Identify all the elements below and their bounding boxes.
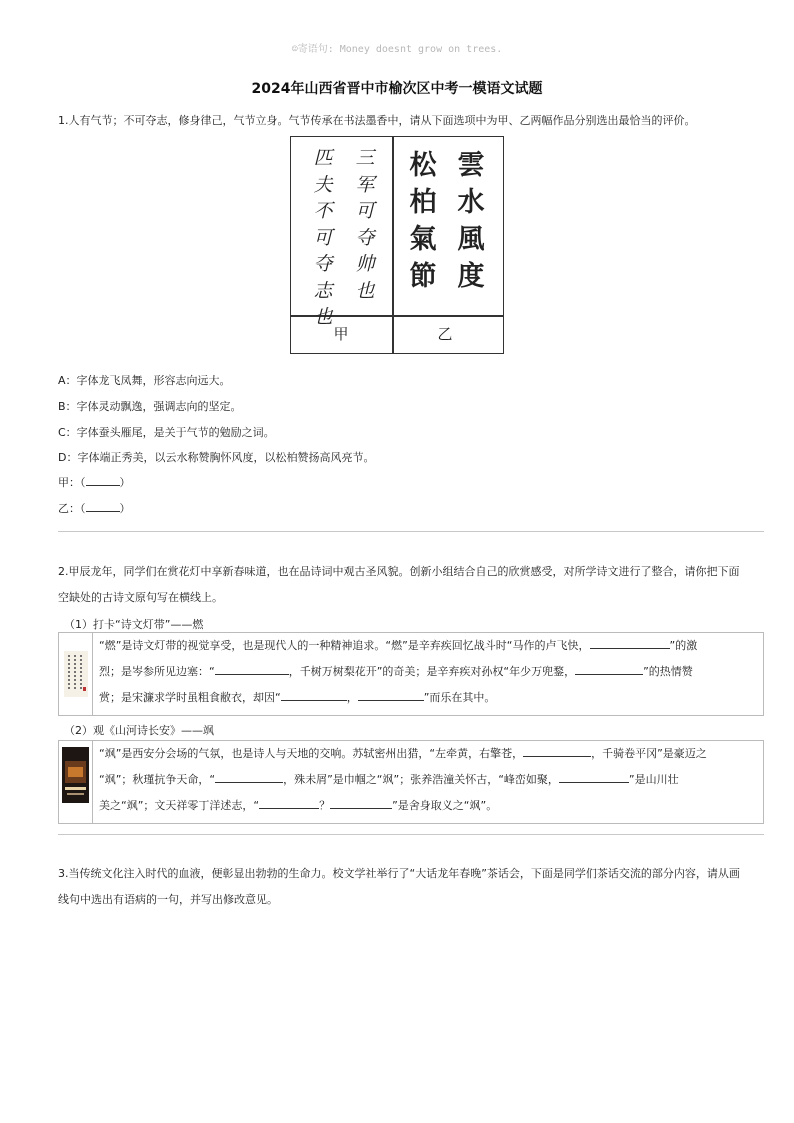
part-2-text-seg: “飒”是西安分会场的气氛，也是诗人与天地的交响。苏轼密州出猎，“左牵黄，右擎苍， <box>99 747 524 760</box>
part-2-card <box>58 740 764 824</box>
watermark: ☺寄语句: Money doesnt grow on trees. <box>291 44 503 55</box>
question-3-stem: 3.当传统文化注入时代的血液，便彰显出勃勃的生命力。校文学社举行了“大话龙年春晚”茶话会，下面是同学们茶话交流的部分内容，请从画线句中选出有语病的一句，并写出修改意见。 <box>58 867 740 906</box>
part-1-card <box>58 632 764 716</box>
caption-jia: 甲 <box>333 325 349 343</box>
blank-2-1[interactable] <box>523 756 591 757</box>
answer-jia-label: 甲：（ <box>58 476 86 489</box>
part-1-thumbnail <box>59 633 93 715</box>
blank-1-1[interactable] <box>590 648 670 649</box>
caption-yi: 乙 <box>437 325 453 343</box>
answer-yi-blank[interactable] <box>86 511 120 512</box>
part-2-text-seg: ，千骑卷平冈”是豪迈之 <box>591 747 707 760</box>
answer-jia-blank[interactable] <box>86 485 120 486</box>
part-2-thumbnail <box>59 741 93 823</box>
option-d: D：字体端正秀美，以云水称赞胸怀风度，以松柏赞扬高风亮节。 <box>58 451 375 464</box>
blank-1-5[interactable] <box>358 700 424 701</box>
part-1-text-seg: ， <box>346 691 358 704</box>
calligraphy-yi-column-1: 雲 水 風 度 <box>457 150 485 292</box>
part-2-text <box>99 741 757 819</box>
blank-1-4[interactable] <box>281 700 347 701</box>
calligraphy-jia-column-2: 匹 夫 不 可 夺 志 也 <box>313 147 333 328</box>
part-2-heading: （2）观《山河诗长安》——飒 <box>64 724 214 737</box>
answer-yi <box>58 500 131 516</box>
part-2-text-seg: ，殊未屑”是巾帼之“飒”；张养浩潼关怀古，“峰峦如聚， <box>283 773 559 786</box>
answer-jia-close: ） <box>119 476 131 489</box>
option-a: A：字体龙飞凤舞，形容志向远大。 <box>58 374 231 387</box>
calligraphy-figure <box>290 136 504 354</box>
option-b: B：字体灵动飘逸，强调志向的坚定。 <box>58 400 242 413</box>
calligraphy-yi-column-2: 松 柏 氣 節 <box>409 150 437 292</box>
question-2-stem: 2.甲辰龙年，同学们在赏花灯中享新春味道，也在品诗词中观古圣风貌。创新小组结合自己的欣赏感受，对所学诗文进行了整合，请你把下面空缺处的古诗文原句写在横线上。 <box>58 565 740 604</box>
part-1-text-seg: ，千树万树梨花开”的奇美；是辛弃疾对孙权“年少万兜鍪， <box>288 665 576 678</box>
part-2-text-seg: ”是舍身取义之“飒”。 <box>392 799 498 812</box>
part-1-text-seg: 赏；是宋濂求学时虽粗食敝衣，却因“ <box>99 691 281 704</box>
part-2-text-seg: ？ <box>319 799 331 812</box>
blank-2-4[interactable] <box>259 808 319 809</box>
question-1-stem: 1.人有气节；不可夺志，修身律己，气节立身。气节传承在书法墨香中，请从下面选项中为甲、乙两幅作品分别选出最恰当的评价。 <box>58 114 696 127</box>
poster-image-icon <box>59 741 92 825</box>
answer-yi-close: ） <box>119 502 131 515</box>
blank-1-2[interactable] <box>215 674 289 675</box>
part-1-text-seg: ”而乐在其中。 <box>423 691 496 704</box>
part-1-text-seg: ”的激 <box>669 639 698 652</box>
option-c: C：字体蚕头雁尾，是关于气节的勉励之词。 <box>58 426 275 439</box>
part-1-text-seg: ”的热情赞 <box>643 665 693 678</box>
blank-2-3[interactable] <box>559 782 629 783</box>
calligraphy-jia-column-1: 三 军 可 夺 帅 也 <box>355 147 375 302</box>
figure-divider-vertical <box>392 137 394 353</box>
part-1-heading: （1）打卡“诗文灯带”——燃 <box>64 618 204 631</box>
blank-2-5[interactable] <box>330 808 392 809</box>
page-title: 2024年山西省晋中市榆次区中考一模语文试题 <box>251 81 543 97</box>
part-2-text-seg: ”是山川壮 <box>628 773 679 786</box>
part-2-text-seg: “飒”；秋瑾抗争天命，“ <box>99 773 216 786</box>
part-1-text <box>99 633 757 711</box>
divider-1 <box>58 531 764 532</box>
answer-yi-label: 乙：（ <box>58 502 86 515</box>
part-2-text-seg: 美之“飒”；文天祥零丁洋述志，“ <box>99 799 260 812</box>
blank-2-2[interactable] <box>215 782 283 783</box>
calligraphy-scroll-icon <box>59 633 92 717</box>
part-1-text-seg: “燃”是诗文灯带的视觉享受，也是现代人的一种精神追求。“燃”是辛弃疾回忆战斗时“马作的卢飞快， <box>99 639 590 652</box>
blank-1-3[interactable] <box>575 674 643 675</box>
divider-2 <box>58 834 764 835</box>
answer-jia <box>58 474 131 490</box>
part-1-text-seg: 烈；是岑参所见边塞：“ <box>99 665 215 678</box>
